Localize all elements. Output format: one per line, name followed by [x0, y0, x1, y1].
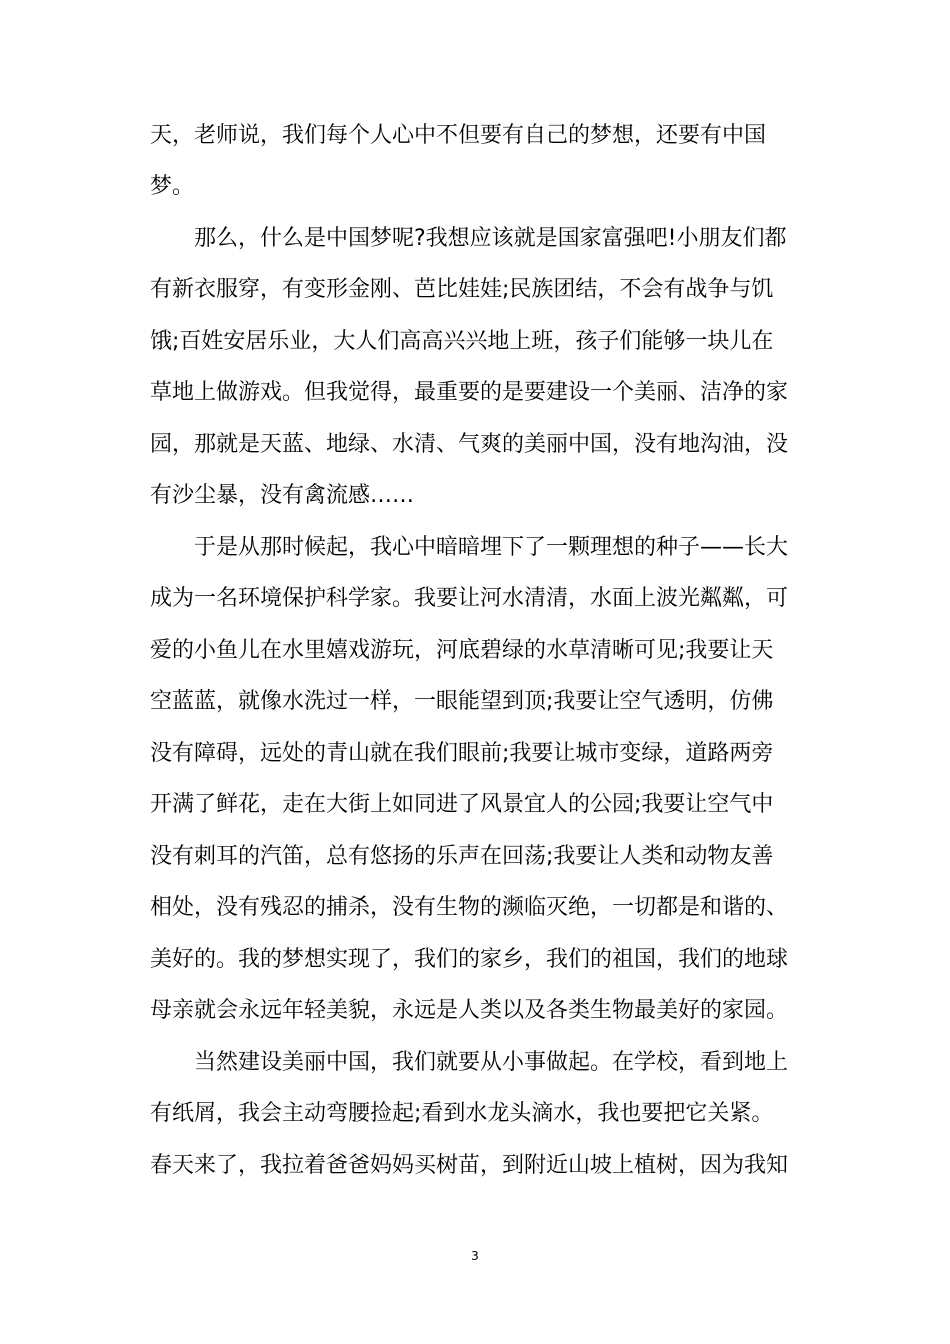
text-line: 有纸屑，我会主动弯腰捡起;看到水龙头滴水，我也要把它关紧。: [150, 1101, 774, 1126]
page-number: 3: [471, 1249, 479, 1263]
paragraph-start-line: 那么，什么是中国梦呢?我想应该就是国家富强吧!小朋友们都: [194, 226, 787, 251]
text-line: 成为一名环境保护科学家。我要让河水清清，水面上波光粼粼，可: [150, 586, 789, 611]
text-line: 有新衣服穿，有变形金刚、芭比娃娃;民族团结，不会有战争与饥: [150, 277, 774, 302]
text-line: 草地上做游戏。但我觉得，最重要的是要建设一个美丽、洁净的家: [150, 380, 789, 405]
text-line: 美好的。我的梦想实现了，我们的家乡，我们的祖国，我们的地球: [150, 947, 789, 972]
text-line: 园，那就是天蓝、地绿、水清、气爽的美丽中国，没有地沟油，没: [150, 432, 789, 457]
text-line: 空蓝蓝，就像水洗过一样，一眼能望到顶;我要让空气透明，仿佛: [150, 689, 774, 714]
text-line: 春天来了，我拉着爸爸妈妈买树苗，到附近山坡上植树，因为我知: [150, 1153, 789, 1178]
text-line: 天，老师说，我们每个人心中不但要有自己的梦想，还要有中国: [150, 123, 767, 148]
text-line: 相处，没有残忍的捕杀，没有生物的濒临灭绝，一切都是和谐的、: [150, 895, 789, 920]
text-line: 饿;百姓安居乐业，大人们高高兴兴地上班，孩子们能够一块儿在: [150, 329, 774, 354]
text-line: 没有刺耳的汽笛，总有悠扬的乐声在回荡;我要让人类和动物友善: [150, 844, 774, 869]
text-line: 开满了鲜花，走在大街上如同进了风景宜人的公园;我要让空气中: [150, 792, 774, 817]
text-line: 爱的小鱼儿在水里嬉戏游玩，河底碧绿的水草清晰可见;我要让天: [150, 638, 774, 663]
paragraph-start-line: 于是从那时候起，我心中暗暗埋下了一颗理想的种子——长大: [194, 535, 789, 560]
text-line: 母亲就会永远年轻美貌，永远是人类以及各类生物最美好的家园。: [150, 998, 789, 1023]
paragraph-start-line: 当然建设美丽中国，我们就要从小事做起。在学校，看到地上: [194, 1050, 789, 1075]
text-line: 梦。: [150, 174, 195, 199]
text-line: 有沙尘暴，没有禽流感……: [150, 483, 415, 508]
text-line: 没有障碍，远处的青山就在我们眼前;我要让城市变绿，道路两旁: [150, 741, 774, 766]
